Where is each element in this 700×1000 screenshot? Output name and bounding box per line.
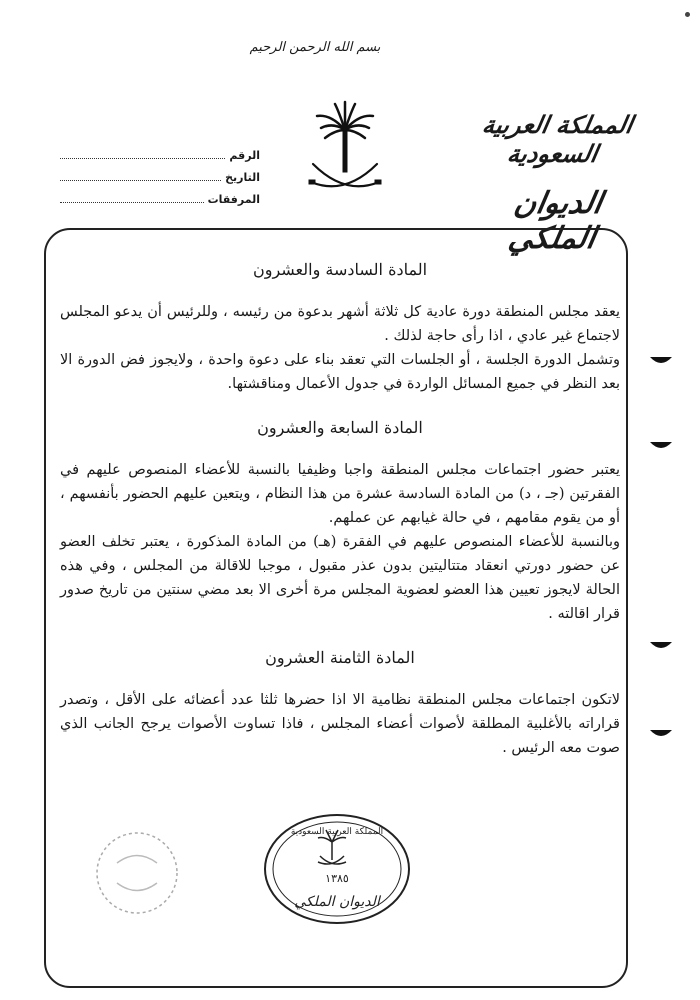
seal-bottom-text: الديوان الملكي [294, 894, 380, 910]
royal-court-name: الديوان الملكي [505, 186, 605, 256]
faded-seal-icon [92, 828, 182, 918]
article-title: المادة الثامنة العشرون [265, 648, 415, 667]
margin-mark-icon [648, 640, 674, 652]
basmala: بسم الله الرحمن الرحيم [249, 40, 381, 55]
attachments-field [60, 192, 260, 214]
field-label: الرقم [229, 149, 260, 162]
field-label: التاريخ [225, 171, 260, 184]
royal-court-seal-icon [262, 812, 412, 927]
articles-body [60, 238, 620, 778]
field-blank [60, 148, 225, 159]
field-blank [60, 192, 204, 203]
margin-mark-icon [648, 355, 674, 367]
article-27 [60, 416, 620, 626]
palm-swords-emblem-icon [305, 100, 385, 210]
field-label: المرفقات [207, 193, 260, 206]
margin-mark-icon [648, 728, 674, 740]
scan-mark [685, 12, 690, 17]
kingdom-name: المملكة العربية السعودية [480, 110, 635, 168]
article-paragraph: يعتبر حضور اجتماعات مجلس المنطقة واجبا وظيفيا بالنسبة للأعضاء المنصوص عليهم في الفقرتين (جـ ، د) من المادة السادسة عشرة من هذا النظام ، ويتعين عليهم الحضور بأنفسهم ، أو من يقوم مقامهم ، في حالة غيابهم عن عملهم. [60, 462, 620, 526]
date-field [60, 170, 260, 192]
reference-fields [60, 148, 260, 214]
article-paragraph: لاتكون اجتماعات مجلس المنطقة نظامية الا اذا حضرها ثلثا عدد أعضائه على الأقل ، وتصدر قراراته بالأغلبية المطلقة لأصوات أعضاء المجلس ، فاذا تساوت الأصوات يرجح الجانب الذي صوت معه الرئيس . [60, 692, 620, 756]
article-paragraph: يعقد مجلس المنطقة دورة عادية كل ثلاثة أشهر بدعوة من رئيسه ، وللرئيس أن يدعو المجلس لاجتماع غير عادي ، اذا رأى حاجة لذلك . [60, 304, 620, 344]
article-26 [60, 258, 620, 396]
article-title: المادة السادسة والعشرون [252, 260, 428, 279]
article-paragraph: وبالنسبة للأعضاء المنصوص عليهم في الفقرة (هـ) من المادة المذكورة ، يعتبر تخلف العضو عن حضور دورتي انعقاد متتاليتين بدون عذر مقبول ، موجبا للاقالة من المجلس ، وفي هذه الحالة لايجوز تعيين هذا العضو لعضوية المجلس مرة أخرى الا بعد مضي سنتين من تاريخ صدور قرار اقالته . [60, 534, 620, 622]
field-blank [60, 170, 221, 181]
margin-mark-icon [648, 440, 674, 452]
seal-year: ١٣٨٥ [325, 872, 349, 885]
article-28 [60, 646, 620, 760]
article-paragraph: وتشمل الدورة الجلسة ، أو الجلسات التي تعقد بناء على دعوة واحدة ، ولايجوز فض الدورة الا بعد النظر في جميع المسائل الواردة في جدول الأعمال ومناقشتها. [60, 352, 620, 392]
seal-top-text: المملكة العربية السعودية [290, 827, 384, 837]
article-title: المادة السابعة والعشرون [257, 418, 423, 437]
reference-number-field [60, 148, 260, 170]
